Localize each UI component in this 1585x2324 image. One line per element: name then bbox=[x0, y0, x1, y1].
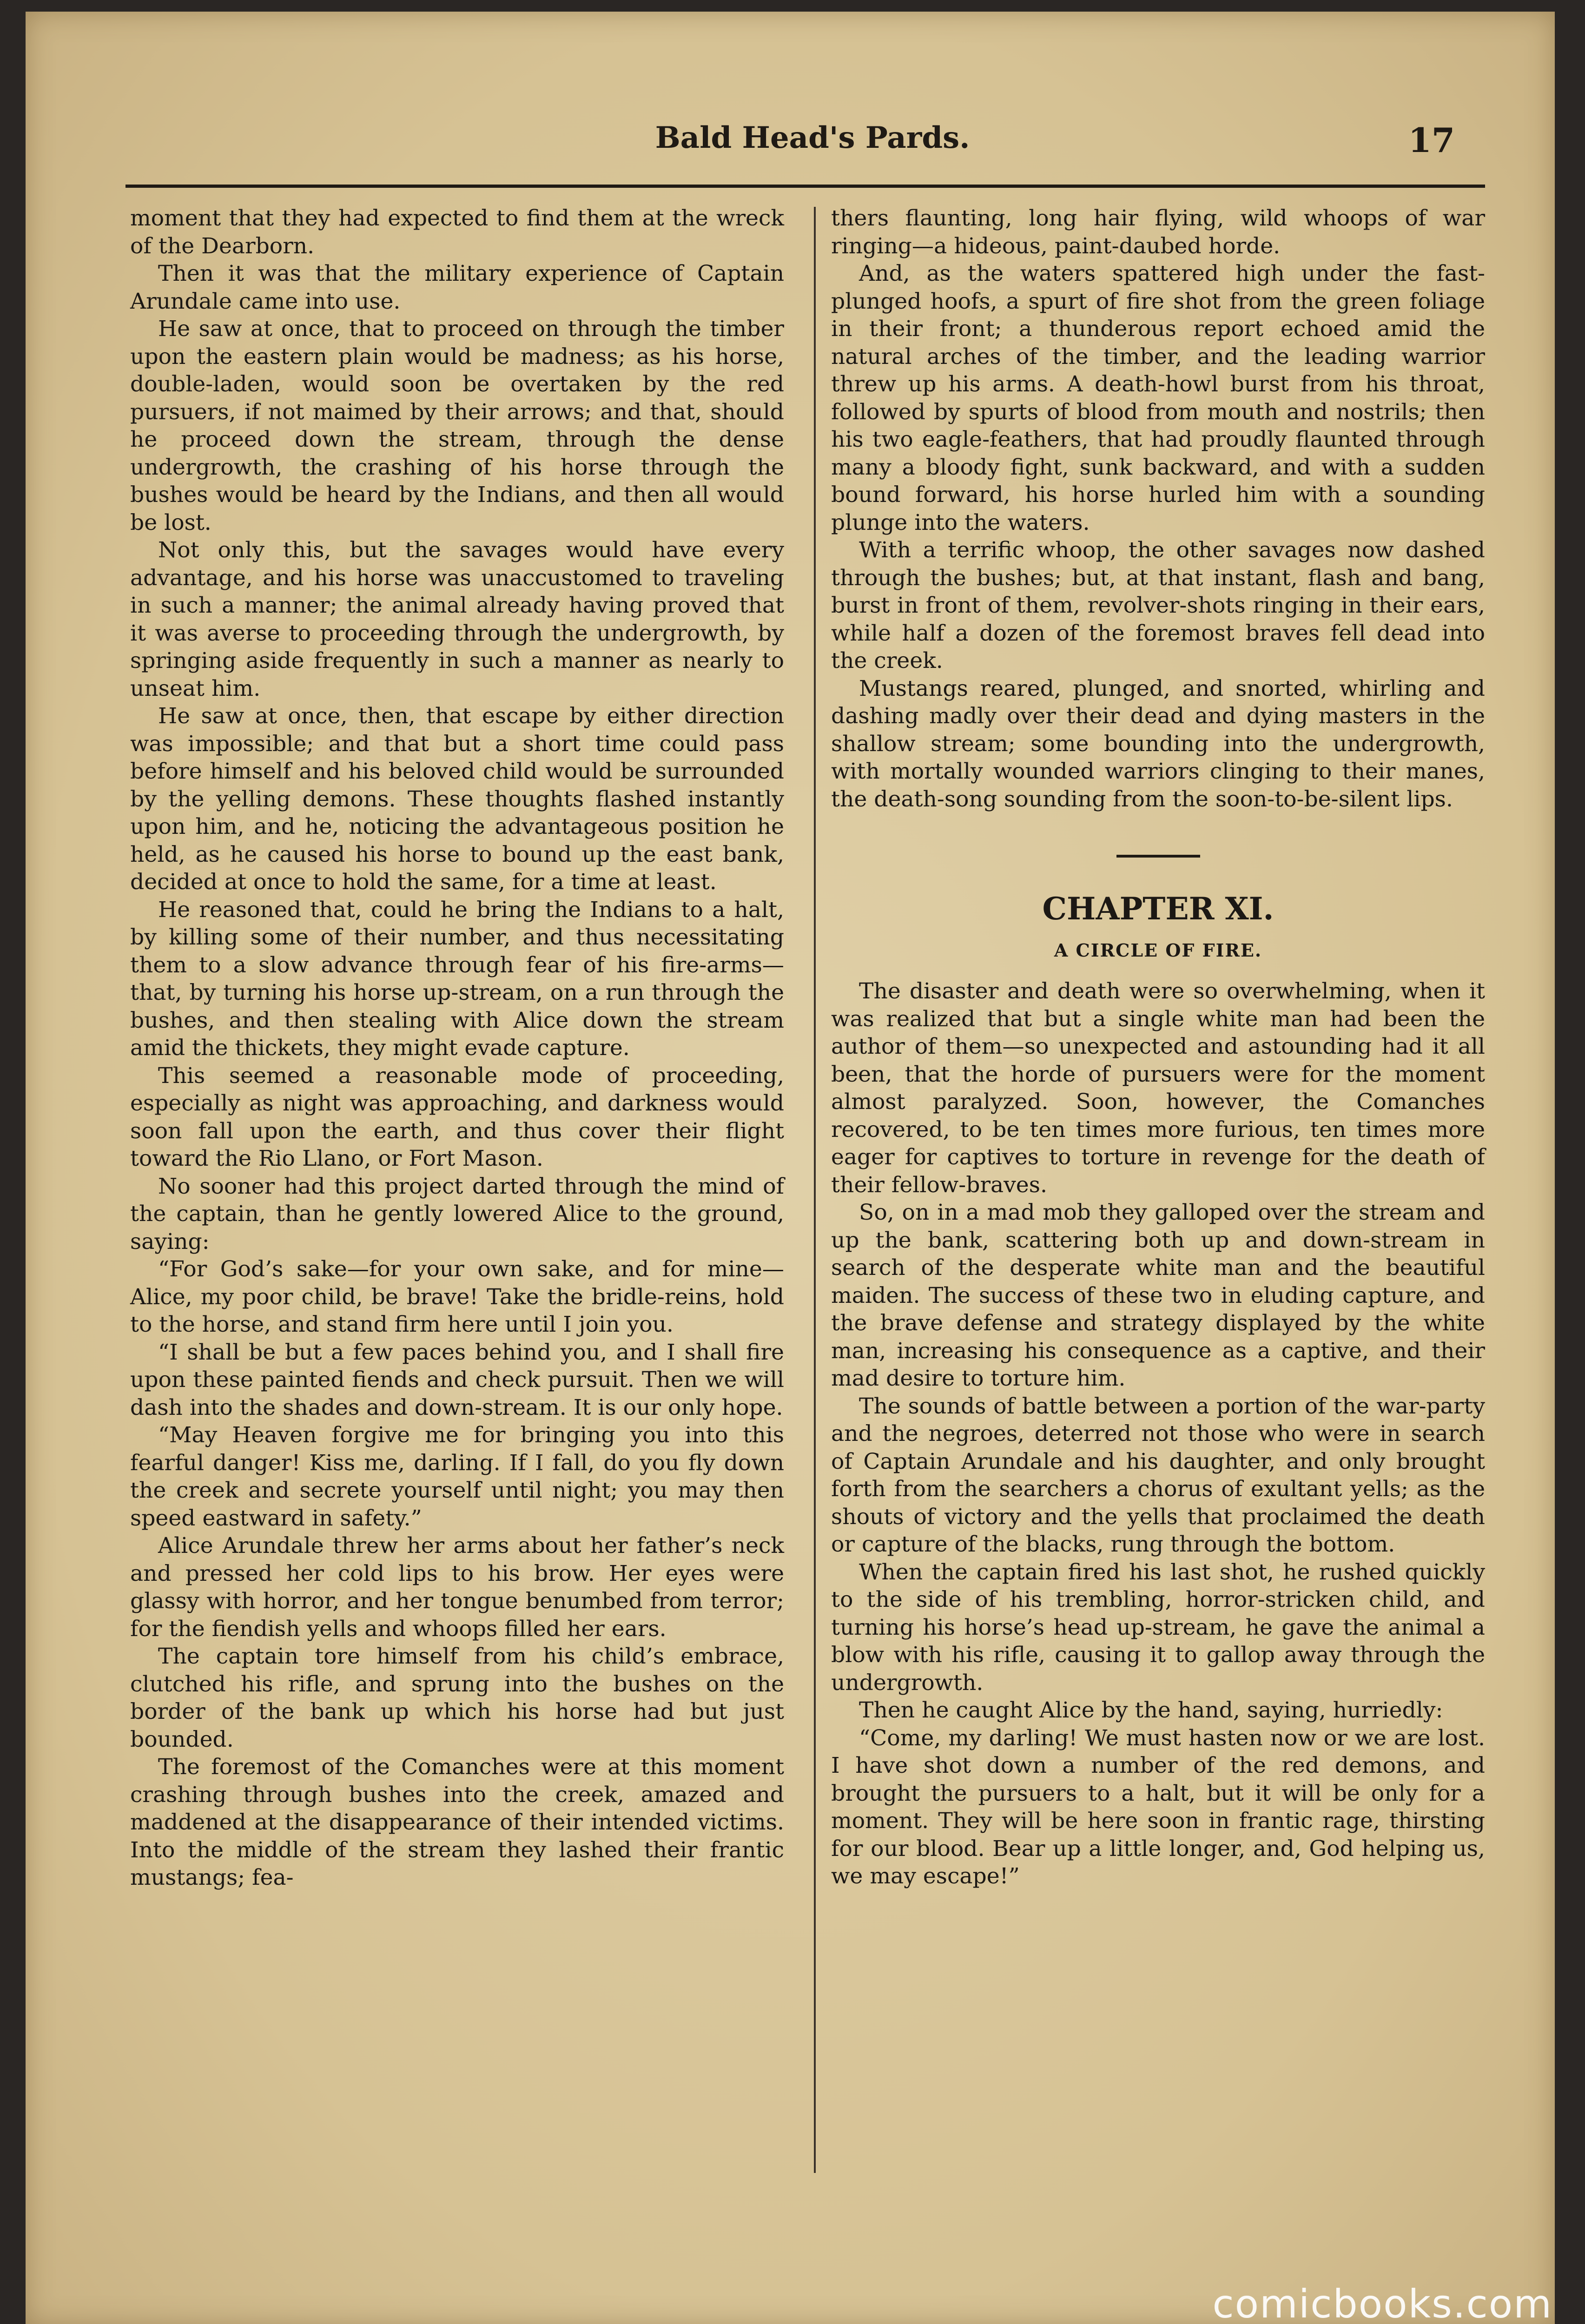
paragraph: Alice Arundale threw her arms about her father’s neck and pressed her cold lips to his brow. Her eyes were glassy with horror, and her tongue benumbed from terror; for the fiendish yells and whoops filled her ears. bbox=[130, 1533, 784, 1642]
chapter-subtitle: A CIRCLE OF FIRE. bbox=[1054, 940, 1262, 961]
right-column bbox=[831, 205, 1485, 1890]
paragraph: He reasoned that, could he bring the Indians to a halt, by killing some of their number, and thus necessitating them to a slow advance through fear of his fire-arms—that, by turning his horse up-stream, on a run through the bushes, and then stealing with Alice down the stream amid the thickets, they might evade capture. bbox=[130, 897, 784, 1061]
running-head-title: Bald Head's Pards. bbox=[655, 120, 970, 155]
header-rule bbox=[125, 185, 1485, 188]
paragraph: When the captain fired his last shot, he rushed quickly to the side of his trembling, horror-stricken child, and turning his horse’s head up-stream, he gave the animal a blow with his rifle, causing it to gallop away through the undergrowth. bbox=[831, 1559, 1485, 1696]
chapter-title: CHAPTER XI. bbox=[1042, 891, 1274, 927]
paragraph: And, as the waters spattered high under the fast-plunged hoofs, a spurt of fire shot from the green foliage in their front; a thunderous report echoed amid the natural arches of the timber, and the leading warrior threw up his arms. A death-howl burst from his throat, followed by spurts of blood from mouth and nostrils; then his two eagle-feathers, that had proudly flaunted through many a bloody fight, sunk backward, and with a sudden bound forward, his horse hurled him with a sounding plunge into the waters. bbox=[831, 261, 1485, 535]
paragraph: He saw at once, then, that escape by either direction was impossible; and that but a short time could pass before himself and his beloved child would be surrounded by the yelling demons. These thoughts flashed instantly upon him, and he, noticing the advantageous position he held, as he caused his horse to bound up the east bank, decided at once to hold the same, for a time at least. bbox=[130, 703, 784, 895]
paragraph: The disaster and death were so overwhelming, when it was realized that but a single white man had been the author of them—so unexpected and astounding had it all been, that the horde of pursuers were for the moment almost paralyzed. Soon, however, the Comanches recovered, to be ten times more furious, ten times more eager for captives to torture in revenge for the death of their fellow-braves. bbox=[831, 978, 1485, 1198]
paragraph: The sounds of battle between a portion of the war-party and the negroes, deterred not those who were in search of Captain Arundale and his daughter, and only brought forth from the searchers a chorus of exultant yells; as the shouts of victory and the yells that proclaimed the death or capture of the blacks, rung through the bottom. bbox=[831, 1393, 1485, 1557]
paragraph: “For God’s sake—for your own sake, and for mine—Alice, my poor child, be brave! Take the bridle-reins, hold to the horse, and stand firm here until I join you. bbox=[130, 1256, 784, 1337]
paragraph: Then he caught Alice by the hand, saying, hurriedly: bbox=[859, 1697, 1443, 1723]
paragraph: So, on in a mad mob they galloped over the stream and up the bank, scattering both up and down-stream in search of the desperate white man and the beautiful maiden. The success of these two in eluding capture, and the brave defense and strategy displayed by the white man, increasing his consequence as a captive, and their mad desire to torture him. bbox=[831, 1200, 1485, 1391]
watermark: comicbooks.com bbox=[1212, 2281, 1552, 2324]
paragraph: “May Heaven forgive me for bringing you into this fearful danger! Kiss me, darling. If I fall, do you fly down the creek and secrete yourself until night; you may then speed eastward in safety.” bbox=[130, 1422, 784, 1531]
paragraph: Not only this, but the savages would have every advantage, and his horse was unaccustomed to traveling in such a manner; the animal already having proved that it was averse to proceeding through the undergrowth, by springing aside frequently in such a manner as nearly to unseat him. bbox=[130, 537, 784, 701]
paragraph: “I shall be but a few paces behind you, and I shall fire upon these painted fiends and check pursuit. Then we will dash into the shades and down-stream. It is our only hope. bbox=[130, 1339, 784, 1420]
paragraph: Mustangs reared, plunged, and snorted, whirling and dashing madly over their dead and dying masters in the shallow stream; some bounding into the undergrowth, with mortally wounded warriors clinging to their manes, the death-song sounding from the soon-to-be-silent lips. bbox=[831, 675, 1485, 812]
paragraph: No sooner had this project darted through the mind of the captain, than he gently lowered Alice to the ground, saying: bbox=[130, 1173, 784, 1254]
chapter-rule bbox=[1116, 855, 1200, 858]
paragraph: The foremost of the Comanches were at this moment crashing through bushes into the creek, amazed and maddened at the disappearance of their intended victims. Into the middle of the stream they lashed their frantic mustangs; fea- bbox=[130, 1754, 784, 1890]
page-number: 17 bbox=[1408, 120, 1455, 160]
left-column bbox=[130, 205, 784, 1892]
column-divider bbox=[814, 207, 816, 2173]
paragraph: The captain tore himself from his child’s embrace, clutched his rifle, and sprung into the bushes on the border of the bank up which his horse had but just bounded. bbox=[130, 1644, 784, 1752]
paragraph: thers flaunting, long hair flying, wild whoops of war ringing—a hideous, paint-daubed horde. bbox=[831, 205, 1485, 259]
magazine-page bbox=[26, 12, 1555, 2324]
paragraph: Then it was that the military experience of Captain Arundale came into use. bbox=[130, 261, 784, 314]
paragraph: He saw at once, that to proceed on through the timber upon the eastern plain would be madness; as his horse, double-laden, would soon be overtaken by the red pursuers, if not maimed by their arrows; and that, should he proceed down the stream, through the dense undergrowth, the crashing of his horse through the bushes would be heard by the Indians, and then all would be lost. bbox=[130, 316, 784, 535]
paragraph: moment that they had expected to find them at the wreck of the Dearborn. bbox=[130, 205, 784, 259]
paragraph: “Come, my darling! We must hasten now or we are lost. I have shot down a number of the red demons, and brought the pursuers to a halt, but it will be only for a moment. They will be here soon in frantic rage, thirsting for our blood. Bear up a little longer, and, God helping us, we may escape!” bbox=[831, 1725, 1485, 1889]
paragraph: With a terrific whoop, the other savages now dashed through the bushes; but, at that instant, flash and bang, burst in front of them, revolver-shots ringing in their ears, while half a dozen of the foremost braves fell dead into the creek. bbox=[831, 537, 1485, 673]
paragraph: This seemed a reasonable mode of proceeding, especially as night was approaching, and darkness would soon fall upon the earth, and thus cover their flight toward the Rio Llano, or Fort Mason. bbox=[130, 1063, 784, 1171]
